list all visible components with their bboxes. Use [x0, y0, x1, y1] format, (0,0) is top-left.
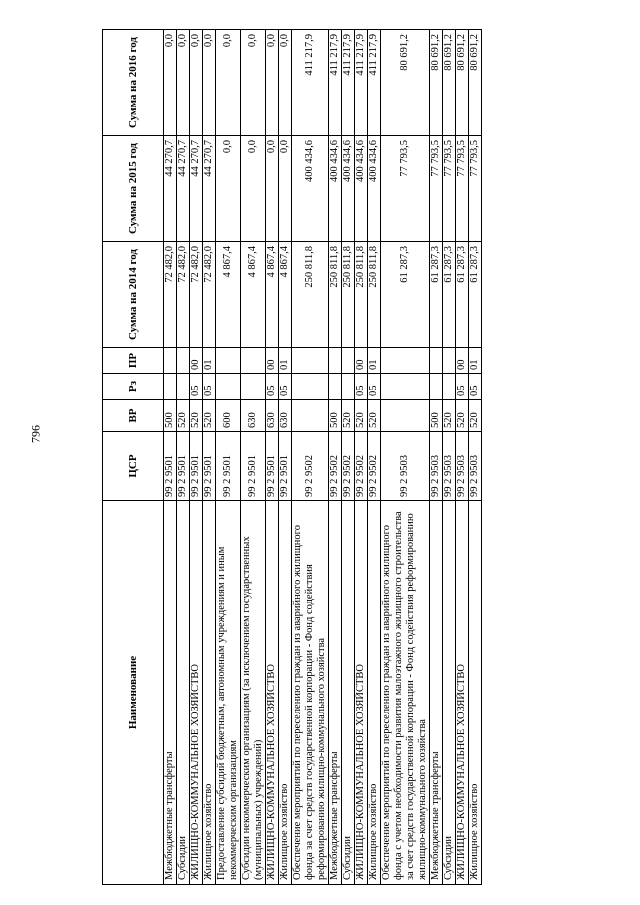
cell-sum-2016: 0,0 [216, 30, 241, 136]
cell-sum-2016: 80 691,2 [430, 30, 443, 136]
cell-csr: 99 2 9502 [355, 432, 368, 501]
cell-name: Межбюджетные трансферты [164, 501, 177, 885]
cell-sum-2016: 411 217,9 [342, 30, 355, 136]
cell-name: ЖИЛИЩНО-КОММУНАЛЬНОЕ ХОЗЯЙСТВО [190, 501, 203, 885]
cell-rz [430, 374, 443, 400]
cell-pr: 00 [456, 348, 469, 374]
cell-sum-2015: 44 270,7 [177, 136, 190, 242]
cell-pr: 01 [203, 348, 216, 374]
table-row [241, 30, 266, 885]
cell-csr: 99 2 9502 [292, 432, 329, 501]
cell-pr: 00 [355, 348, 368, 374]
cell-sum-2015: 44 270,7 [203, 136, 216, 242]
cell-sum-2016: 0,0 [190, 30, 203, 136]
cell-sum-2016: 80 691,2 [381, 30, 430, 136]
cell-rz: 05 [266, 374, 279, 400]
cell-vr [292, 400, 329, 432]
cell-sum-2014: 72 482,0 [203, 242, 216, 348]
cell-csr: 99 2 9501 [177, 432, 190, 501]
cell-pr [443, 348, 456, 374]
cell-rz [292, 374, 329, 400]
table-row [342, 30, 355, 885]
cell-csr: 99 2 9501 [164, 432, 177, 501]
cell-sum-2014: 61 287,3 [469, 242, 482, 348]
table-row [456, 30, 469, 885]
cell-csr: 99 2 9503 [443, 432, 456, 501]
cell-csr: 99 2 9503 [381, 432, 430, 501]
cell-sum-2016: 0,0 [164, 30, 177, 136]
cell-csr: 99 2 9502 [329, 432, 342, 501]
page-number: 796 [28, 425, 43, 443]
cell-name: Межбюджетные трансферты [430, 501, 443, 885]
cell-sum-2014: 4 867,4 [279, 242, 292, 348]
cell-name: Жилищное хозяйство [469, 501, 482, 885]
cell-sum-2016: 0,0 [279, 30, 292, 136]
cell-sum-2015: 0,0 [266, 136, 279, 242]
header-sum-2015: Сумма на 2015 год [103, 136, 164, 242]
cell-name: Обеспечение мероприятий по переселению граждан из аварийного жилищного фонда за счет средств государственной корпорации - Фонд содействия реформированию жилищно-коммунального хозяйства [292, 501, 329, 885]
cell-pr [241, 348, 266, 374]
table-row [355, 30, 368, 885]
cell-sum-2015: 77 793,5 [456, 136, 469, 242]
cell-sum-2014: 250 811,8 [368, 242, 381, 348]
cell-pr [430, 348, 443, 374]
cell-rz: 05 [355, 374, 368, 400]
table-row [216, 30, 241, 885]
cell-name: Жилищное хозяйство [279, 501, 292, 885]
cell-rz [342, 374, 355, 400]
cell-sum-2016: 80 691,2 [469, 30, 482, 136]
cell-name: Субсидии [443, 501, 456, 885]
table-row [430, 30, 443, 885]
cell-sum-2014: 250 811,8 [329, 242, 342, 348]
cell-csr: 99 2 9501 [203, 432, 216, 501]
cell-name: Субсидии [177, 501, 190, 885]
cell-name: ЖИЛИЩНО-КОММУНАЛЬНОЕ ХОЗЯЙСТВО [456, 501, 469, 885]
table-header [103, 30, 164, 885]
cell-sum-2016: 0,0 [177, 30, 190, 136]
cell-csr: 99 2 9503 [456, 432, 469, 501]
header-rz: Рз [103, 374, 164, 400]
header-pr: ПР [103, 348, 164, 374]
cell-rz [177, 374, 190, 400]
cell-vr: 500 [329, 400, 342, 432]
cell-pr [342, 348, 355, 374]
cell-sum-2015: 400 434,6 [329, 136, 342, 242]
cell-sum-2014: 4 867,4 [266, 242, 279, 348]
cell-csr: 99 2 9503 [430, 432, 443, 501]
cell-csr: 99 2 9503 [469, 432, 482, 501]
cell-vr: 520 [456, 400, 469, 432]
cell-sum-2014: 250 811,8 [342, 242, 355, 348]
cell-vr: 500 [164, 400, 177, 432]
cell-vr: 520 [190, 400, 203, 432]
header-name: Наименование [103, 501, 164, 885]
table-row [203, 30, 216, 885]
cell-sum-2014: 4 867,4 [216, 242, 241, 348]
table-row [279, 30, 292, 885]
cell-sum-2016: 411 217,9 [355, 30, 368, 136]
cell-pr [292, 348, 329, 374]
cell-sum-2015: 400 434,6 [342, 136, 355, 242]
cell-sum-2016: 80 691,2 [456, 30, 469, 136]
cell-sum-2015: 400 434,6 [368, 136, 381, 242]
cell-sum-2014: 61 287,3 [381, 242, 430, 348]
table-row [177, 30, 190, 885]
cell-vr: 520 [177, 400, 190, 432]
header-row [103, 30, 164, 885]
cell-sum-2014: 61 287,3 [430, 242, 443, 348]
cell-vr: 500 [430, 400, 443, 432]
cell-name: Обеспечение мероприятий по переселению граждан из аварийного жилищного фонда с учетом необходимости развития малоэтажного жилищного строительства за счет средств государственной корпорации - Фонд содействия реформированию жилищно-коммунального хозяйства [381, 501, 430, 885]
cell-sum-2015: 77 793,5 [430, 136, 443, 242]
cell-sum-2015: 44 270,7 [164, 136, 177, 242]
cell-vr: 520 [342, 400, 355, 432]
table-row [329, 30, 342, 885]
cell-pr: 00 [190, 348, 203, 374]
table-row [469, 30, 482, 885]
cell-pr [329, 348, 342, 374]
header-vr: ВР [103, 400, 164, 432]
cell-pr [164, 348, 177, 374]
cell-rz [241, 374, 266, 400]
cell-sum-2016: 0,0 [266, 30, 279, 136]
cell-sum-2016: 0,0 [203, 30, 216, 136]
cell-csr: 99 2 9501 [216, 432, 241, 501]
table-row [381, 30, 430, 885]
cell-sum-2016: 80 691,2 [443, 30, 456, 136]
cell-sum-2014: 72 482,0 [177, 242, 190, 348]
cell-vr: 520 [203, 400, 216, 432]
table-row [190, 30, 203, 885]
header-sum-2014: Сумма на 2014 год [103, 242, 164, 348]
cell-csr: 99 2 9501 [241, 432, 266, 501]
cell-sum-2014: 72 482,0 [190, 242, 203, 348]
rotated-page-content [102, 30, 522, 885]
cell-sum-2015: 77 793,5 [469, 136, 482, 242]
cell-vr: 520 [368, 400, 381, 432]
cell-rz: 05 [456, 374, 469, 400]
cell-sum-2016: 411 217,9 [292, 30, 329, 136]
cell-rz: 05 [469, 374, 482, 400]
table-row [368, 30, 381, 885]
header-sum-2016: Сумма на 2016 год [103, 30, 164, 136]
cell-vr: 520 [355, 400, 368, 432]
cell-sum-2015: 44 270,7 [190, 136, 203, 242]
cell-sum-2014: 4 867,4 [241, 242, 266, 348]
cell-pr: 01 [368, 348, 381, 374]
cell-sum-2015: 77 793,5 [381, 136, 430, 242]
cell-sum-2014: 72 482,0 [164, 242, 177, 348]
cell-rz [164, 374, 177, 400]
cell-sum-2016: 411 217,9 [329, 30, 342, 136]
cell-vr: 630 [279, 400, 292, 432]
cell-csr: 99 2 9501 [279, 432, 292, 501]
cell-sum-2014: 61 287,3 [443, 242, 456, 348]
table-row [292, 30, 329, 885]
cell-name: Субсидии [342, 501, 355, 885]
cell-sum-2015: 400 434,6 [292, 136, 329, 242]
cell-csr: 99 2 9501 [190, 432, 203, 501]
cell-rz: 05 [203, 374, 216, 400]
cell-pr [381, 348, 430, 374]
cell-vr: 520 [443, 400, 456, 432]
cell-sum-2015: 77 793,5 [443, 136, 456, 242]
cell-name: Жилищное хозяйство [368, 501, 381, 885]
cell-sum-2015: 0,0 [216, 136, 241, 242]
cell-vr: 520 [469, 400, 482, 432]
cell-name: Субсидии некоммерческим организациям (за исключением государственных (муниципальных) учреждений) [241, 501, 266, 885]
cell-rz [443, 374, 456, 400]
cell-rz [216, 374, 241, 400]
cell-name: ЖИЛИЩНО-КОММУНАЛЬНОЕ ХОЗЯЙСТВО [266, 501, 279, 885]
cell-sum-2016: 0,0 [241, 30, 266, 136]
cell-sum-2016: 411 217,9 [368, 30, 381, 136]
table-row [266, 30, 279, 885]
cell-rz [381, 374, 430, 400]
cell-pr [177, 348, 190, 374]
table-row [443, 30, 456, 885]
cell-vr: 600 [216, 400, 241, 432]
cell-name: ЖИЛИЩНО-КОММУНАЛЬНОЕ ХОЗЯЙСТВО [355, 501, 368, 885]
cell-csr: 99 2 9501 [266, 432, 279, 501]
cell-rz: 05 [190, 374, 203, 400]
cell-name: Предоставление субсидий бюджетным, автономным учреждениям и иным некоммерческим организациям [216, 501, 241, 885]
cell-name: Жилищное хозяйство [203, 501, 216, 885]
header-csr: ЦСР [103, 432, 164, 501]
cell-rz: 05 [368, 374, 381, 400]
cell-sum-2015: 400 434,6 [355, 136, 368, 242]
cell-vr [381, 400, 430, 432]
cell-sum-2015: 0,0 [241, 136, 266, 242]
cell-rz [329, 374, 342, 400]
table-row [164, 30, 177, 885]
cell-sum-2014: 250 811,8 [355, 242, 368, 348]
cell-pr: 00 [266, 348, 279, 374]
cell-vr: 630 [241, 400, 266, 432]
cell-sum-2014: 61 287,3 [456, 242, 469, 348]
cell-pr: 01 [469, 348, 482, 374]
cell-name: Межбюджетные трансферты [329, 501, 342, 885]
cell-pr [216, 348, 241, 374]
cell-pr: 01 [279, 348, 292, 374]
cell-csr: 99 2 9502 [342, 432, 355, 501]
cell-vr: 630 [266, 400, 279, 432]
cell-sum-2015: 0,0 [279, 136, 292, 242]
cell-rz: 05 [279, 374, 292, 400]
table-body [164, 30, 482, 885]
budget-table [102, 29, 482, 885]
cell-csr: 99 2 9502 [368, 432, 381, 501]
cell-sum-2014: 250 811,8 [292, 242, 329, 348]
